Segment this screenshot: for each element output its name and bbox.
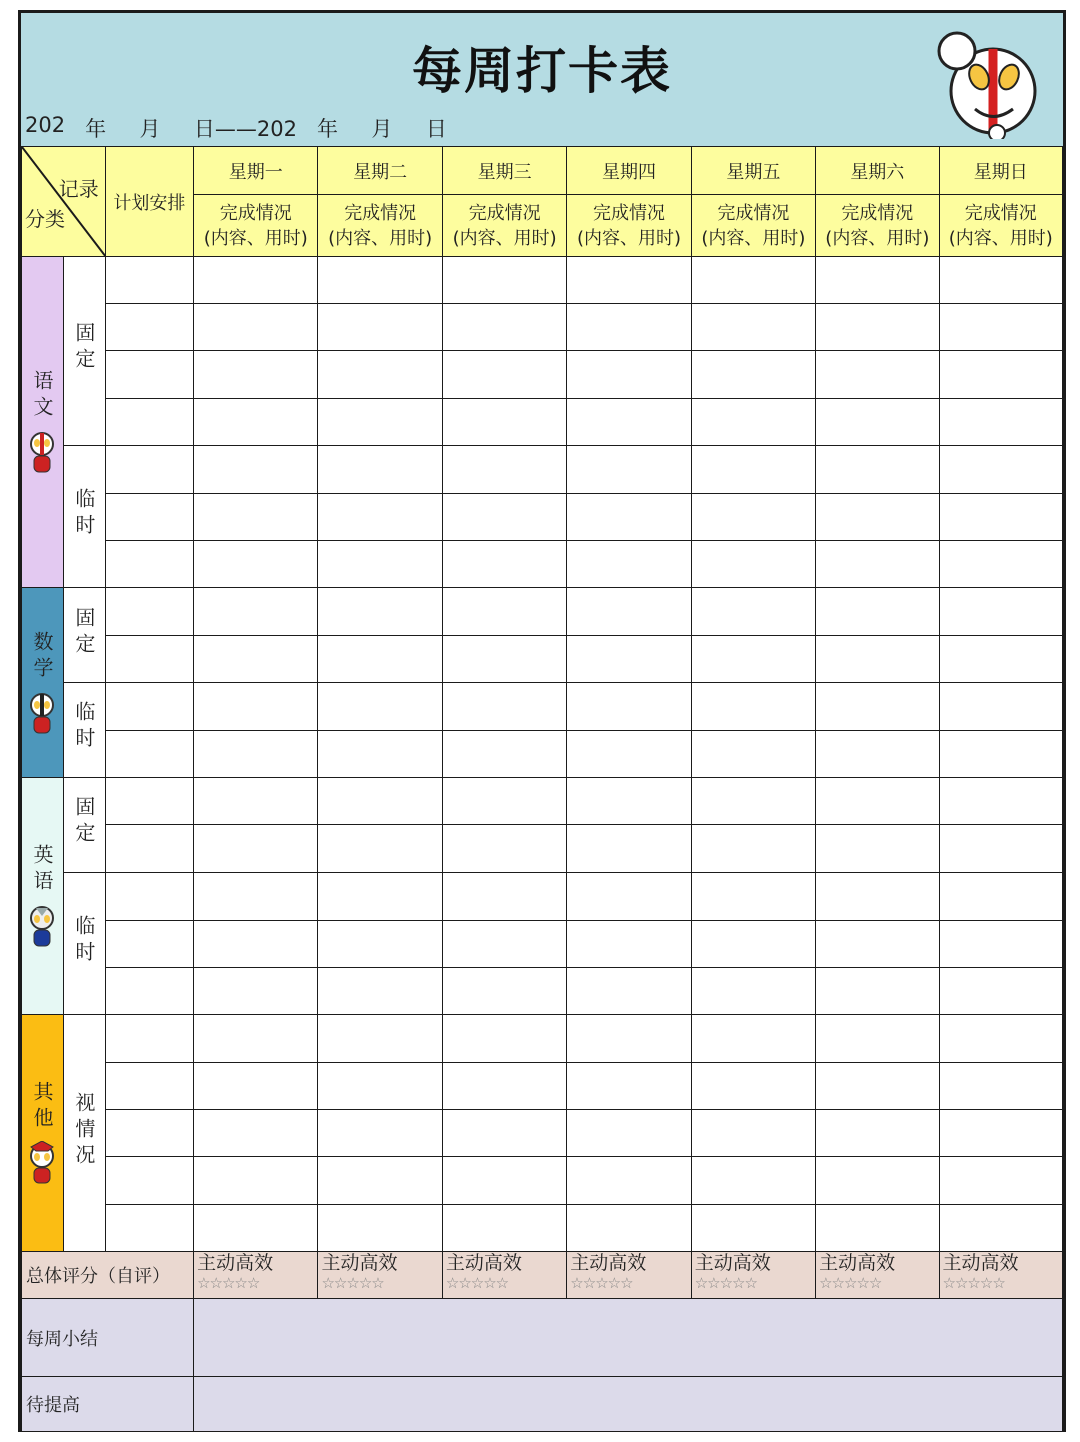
- plan-cell[interactable]: [105, 257, 193, 304]
- record-cell[interactable]: [442, 778, 566, 825]
- plan-cell[interactable]: [105, 682, 193, 730]
- group-label: 临时: [71, 488, 96, 541]
- record-cell[interactable]: [442, 541, 566, 588]
- plan-cell[interactable]: [105, 351, 193, 398]
- completion-detail: (内容、用时): [576, 227, 682, 249]
- record-cell[interactable]: [442, 1109, 566, 1156]
- completion-detail: (内容、用时): [452, 227, 557, 249]
- score-text: 主动高效: [197, 1252, 274, 1275]
- record-cell[interactable]: [939, 920, 1062, 967]
- record-cell[interactable]: [442, 445, 566, 493]
- record-cell[interactable]: [194, 872, 318, 920]
- record-cell[interactable]: [567, 872, 691, 920]
- completion-detail: (内容、用时): [328, 227, 433, 249]
- completion-header-4: [567, 195, 691, 257]
- record-cell[interactable]: [939, 588, 1062, 635]
- score-text: 主动高效: [570, 1252, 647, 1275]
- plan-cell[interactable]: [105, 445, 193, 493]
- record-cell[interactable]: [194, 825, 318, 872]
- rating-stars[interactable]: ☆☆☆☆☆: [321, 1274, 384, 1293]
- group-label-cell: [63, 445, 105, 588]
- day-header-1: 星期一: [194, 147, 318, 195]
- record-cell[interactable]: [691, 304, 815, 351]
- date-day-label-end: 日: [425, 117, 447, 141]
- record-cell[interactable]: [691, 445, 815, 493]
- table-row: [22, 351, 1063, 398]
- record-cell[interactable]: [194, 351, 318, 398]
- record-cell[interactable]: [567, 494, 691, 541]
- rating-stars[interactable]: ☆☆☆☆☆: [694, 1274, 757, 1293]
- record-cell[interactable]: [194, 778, 318, 825]
- score-cell-7[interactable]: [939, 1252, 1062, 1299]
- table-row: [22, 968, 1063, 1015]
- record-cell[interactable]: [194, 445, 318, 493]
- record-cell[interactable]: [318, 304, 442, 351]
- record-cell[interactable]: [318, 588, 442, 635]
- date-year-label-end: 年: [317, 117, 339, 141]
- plan-cell[interactable]: [105, 778, 193, 825]
- rating-stars[interactable]: ☆☆☆☆☆: [197, 1274, 260, 1293]
- record-cell[interactable]: [691, 1204, 815, 1251]
- record-cell[interactable]: [939, 731, 1062, 778]
- mascot-icon: [935, 29, 1045, 139]
- completion-header-2: [318, 195, 442, 257]
- rating-stars[interactable]: ☆☆☆☆☆: [819, 1274, 882, 1293]
- score-cell-4[interactable]: [567, 1252, 691, 1299]
- score-cell-3[interactable]: [442, 1252, 566, 1299]
- record-cell[interactable]: [318, 541, 442, 588]
- group-label: 固定: [71, 606, 96, 659]
- record-cell[interactable]: [318, 635, 442, 682]
- record-cell[interactable]: [567, 731, 691, 778]
- record-cell[interactable]: [939, 682, 1062, 730]
- record-cell[interactable]: [318, 1157, 442, 1204]
- record-cell[interactable]: [567, 920, 691, 967]
- subject-name: 其他: [29, 1081, 54, 1134]
- record-cell[interactable]: [691, 778, 815, 825]
- record-cell[interactable]: [442, 588, 566, 635]
- record-cell[interactable]: [691, 541, 815, 588]
- record-cell[interactable]: [442, 825, 566, 872]
- record-cell[interactable]: [318, 1109, 442, 1156]
- record-cell[interactable]: [567, 778, 691, 825]
- group-label-cell: [63, 1015, 105, 1252]
- record-cell[interactable]: [318, 1204, 442, 1251]
- record-cell[interactable]: [442, 494, 566, 541]
- record-cell[interactable]: [816, 351, 939, 398]
- mascot-icon: [26, 904, 58, 948]
- plan-cell[interactable]: [105, 968, 193, 1015]
- record-cell[interactable]: [194, 257, 318, 304]
- subject-name: 数学: [29, 630, 54, 683]
- record-cell[interactable]: [567, 1062, 691, 1109]
- record-cell[interactable]: [939, 351, 1062, 398]
- record-cell[interactable]: [442, 257, 566, 304]
- plan-cell[interactable]: [105, 1157, 193, 1204]
- record-cell[interactable]: [939, 1109, 1062, 1156]
- subject-name: 英语: [29, 844, 54, 897]
- record-cell[interactable]: [816, 304, 939, 351]
- record-cell[interactable]: [442, 1157, 566, 1204]
- weekly-summary-row: [22, 1299, 1063, 1377]
- table-row: [22, 731, 1063, 778]
- table-row: [22, 1062, 1063, 1109]
- table-row: [22, 445, 1063, 493]
- completion-label: 完成情况: [717, 202, 790, 224]
- record-cell[interactable]: [318, 920, 442, 967]
- mascot-icon: [26, 691, 58, 735]
- record-cell[interactable]: [194, 541, 318, 588]
- record-cell[interactable]: [816, 872, 939, 920]
- record-cell[interactable]: [691, 398, 815, 445]
- table-row: [22, 682, 1063, 730]
- category-label: 分类: [25, 207, 65, 231]
- record-cell[interactable]: [939, 494, 1062, 541]
- record-cell[interactable]: [939, 398, 1062, 445]
- weekly-summary-label: 每周小结: [22, 1299, 194, 1377]
- record-cell[interactable]: [816, 588, 939, 635]
- record-cell[interactable]: [691, 257, 815, 304]
- record-cell[interactable]: [691, 682, 815, 730]
- group-label-cell: [63, 682, 105, 777]
- record-cell[interactable]: [318, 398, 442, 445]
- record-cell[interactable]: [939, 1015, 1062, 1062]
- plan-cell[interactable]: [105, 1204, 193, 1251]
- score-text: 主动高效: [694, 1252, 771, 1275]
- record-cell[interactable]: [691, 825, 815, 872]
- date-range: [25, 113, 447, 143]
- record-cell[interactable]: [442, 635, 566, 682]
- plan-cell[interactable]: [105, 1015, 193, 1062]
- checkin-table: [21, 146, 1063, 1432]
- record-cell[interactable]: [194, 1015, 318, 1062]
- completion-label: 完成情况: [593, 202, 665, 224]
- table-row: [22, 494, 1063, 541]
- record-cell[interactable]: [442, 398, 566, 445]
- score-label: 总体评分（自评）: [22, 1252, 194, 1299]
- header-banner: [21, 13, 1063, 148]
- record-cell[interactable]: [194, 920, 318, 967]
- page-title: 每周打卡表: [412, 42, 672, 100]
- table-row: [22, 1109, 1063, 1156]
- table-row: [22, 872, 1063, 920]
- rating-stars[interactable]: ☆☆☆☆☆: [570, 1274, 633, 1293]
- group-label: 临时: [71, 914, 96, 967]
- record-cell[interactable]: [567, 1109, 691, 1156]
- record-cell[interactable]: [194, 304, 318, 351]
- record-cell[interactable]: [816, 1109, 939, 1156]
- rating-stars[interactable]: ☆☆☆☆☆: [942, 1274, 1005, 1293]
- diagonal-line: [22, 147, 106, 257]
- record-cell[interactable]: [939, 1157, 1062, 1204]
- table-row: [22, 635, 1063, 682]
- completion-label: 完成情况: [964, 202, 1037, 224]
- record-cell[interactable]: [939, 304, 1062, 351]
- record-cell[interactable]: [318, 257, 442, 304]
- table-row: [22, 1157, 1063, 1204]
- plan-cell[interactable]: [105, 398, 193, 445]
- day-header-5: 星期五: [691, 147, 815, 195]
- record-cell[interactable]: [939, 1204, 1062, 1251]
- record-cell[interactable]: [567, 445, 691, 493]
- record-cell[interactable]: [318, 731, 442, 778]
- plan-cell[interactable]: [105, 920, 193, 967]
- record-cell[interactable]: [442, 1062, 566, 1109]
- plan-cell[interactable]: [105, 1062, 193, 1109]
- record-cell[interactable]: [939, 1062, 1062, 1109]
- plan-cell[interactable]: [105, 588, 193, 635]
- date-year-label: 年: [85, 117, 107, 141]
- table-row: [22, 588, 1063, 635]
- completion-label: 完成情况: [841, 202, 914, 224]
- completion-label: 完成情况: [219, 202, 292, 224]
- record-cell[interactable]: [691, 1109, 815, 1156]
- table-row: [22, 1015, 1063, 1062]
- record-cell[interactable]: [567, 257, 691, 304]
- completion-header-3: [442, 195, 566, 257]
- subject-cell-2: [22, 588, 64, 778]
- table-row: [22, 778, 1063, 825]
- record-cell[interactable]: [318, 1062, 442, 1109]
- completion-detail: (内容、用时): [701, 227, 806, 249]
- date-day-to-year: 日——202: [193, 117, 297, 141]
- record-cell[interactable]: [194, 494, 318, 541]
- record-cell[interactable]: [567, 682, 691, 730]
- subject-name: 语文: [29, 370, 54, 423]
- record-cell[interactable]: [194, 1157, 318, 1204]
- record-cell[interactable]: [816, 731, 939, 778]
- record-cell[interactable]: [691, 1015, 815, 1062]
- record-cell[interactable]: [691, 635, 815, 682]
- weekly-summary-field[interactable]: [194, 1299, 1063, 1377]
- record-cell[interactable]: [567, 1157, 691, 1204]
- record-cell[interactable]: [691, 588, 815, 635]
- record-cell[interactable]: [816, 398, 939, 445]
- plan-cell[interactable]: [105, 1109, 193, 1156]
- record-cell[interactable]: [194, 635, 318, 682]
- record-cell[interactable]: [691, 731, 815, 778]
- record-cell[interactable]: [939, 257, 1062, 304]
- day-header-2: 星期二: [318, 147, 442, 195]
- completion-header-7: [939, 195, 1062, 257]
- record-cell[interactable]: [442, 968, 566, 1015]
- day-header-4: 星期四: [567, 147, 691, 195]
- record-cell[interactable]: [318, 494, 442, 541]
- record-cell[interactable]: [816, 445, 939, 493]
- record-cell[interactable]: [318, 825, 442, 872]
- score-text: 主动高效: [321, 1252, 398, 1275]
- table-row: [22, 541, 1063, 588]
- record-cell[interactable]: [816, 257, 939, 304]
- group-label-cell: [63, 257, 105, 446]
- record-cell[interactable]: [816, 1062, 939, 1109]
- record-cell[interactable]: [194, 1062, 318, 1109]
- score-row: [22, 1252, 1063, 1299]
- plan-cell[interactable]: [105, 825, 193, 872]
- plan-header: 计划安排: [105, 147, 193, 257]
- table-row: [22, 920, 1063, 967]
- record-cell[interactable]: [939, 635, 1062, 682]
- record-cell[interactable]: [567, 541, 691, 588]
- date-year-start: 202: [25, 113, 66, 137]
- to-improve-field[interactable]: [194, 1377, 1063, 1432]
- plan-cell[interactable]: [105, 635, 193, 682]
- day-header-7: 星期日: [939, 147, 1062, 195]
- to-improve-label: 待提高: [22, 1377, 194, 1432]
- group-label-cell: [63, 778, 105, 872]
- record-cell[interactable]: [442, 920, 566, 967]
- record-cell[interactable]: [939, 445, 1062, 493]
- record-cell[interactable]: [567, 635, 691, 682]
- record-cell[interactable]: [567, 825, 691, 872]
- record-cell[interactable]: [816, 494, 939, 541]
- record-cell[interactable]: [442, 682, 566, 730]
- record-cell[interactable]: [691, 968, 815, 1015]
- record-cell[interactable]: [318, 968, 442, 1015]
- score-cell-1[interactable]: [194, 1252, 318, 1299]
- record-cell[interactable]: [567, 588, 691, 635]
- record-cell[interactable]: [816, 682, 939, 730]
- table-row: [22, 825, 1063, 872]
- record-label: 记录: [58, 177, 99, 201]
- plan-cell[interactable]: [105, 304, 193, 351]
- mascot-icon: [26, 430, 58, 474]
- record-cell[interactable]: [318, 351, 442, 398]
- completion-label: 完成情况: [468, 202, 541, 224]
- rating-stars[interactable]: ☆☆☆☆☆: [445, 1274, 509, 1293]
- day-header-3: 星期三: [442, 147, 566, 195]
- table-row: [22, 398, 1063, 445]
- record-cell[interactable]: [318, 872, 442, 920]
- record-cell[interactable]: [816, 825, 939, 872]
- score-text: 主动高效: [942, 1252, 1019, 1275]
- record-cell[interactable]: [939, 825, 1062, 872]
- record-cell[interactable]: [194, 1109, 318, 1156]
- table-row: [22, 1204, 1063, 1251]
- score-cell-2[interactable]: [318, 1252, 442, 1299]
- record-cell[interactable]: [442, 1015, 566, 1062]
- record-cell[interactable]: [194, 588, 318, 635]
- record-cell[interactable]: [567, 351, 691, 398]
- score-text: 主动高效: [445, 1252, 522, 1275]
- day-header-row: [22, 147, 1063, 195]
- completion-header-5: [691, 195, 815, 257]
- group-label-cell: [63, 588, 105, 682]
- record-cell[interactable]: [318, 682, 442, 730]
- mascot-icon: [26, 1141, 58, 1185]
- record-cell[interactable]: [442, 731, 566, 778]
- date-month-label: 月: [139, 117, 161, 141]
- record-cell[interactable]: [567, 1204, 691, 1251]
- subject-cell-3: [22, 778, 64, 1015]
- record-cell[interactable]: [691, 920, 815, 967]
- record-cell[interactable]: [939, 968, 1062, 1015]
- group-label: 临时: [71, 701, 96, 754]
- record-cell[interactable]: [816, 778, 939, 825]
- record-cell[interactable]: [194, 968, 318, 1015]
- plan-cell[interactable]: [105, 494, 193, 541]
- record-cell[interactable]: [691, 872, 815, 920]
- completion-detail: (内容、用时): [203, 227, 308, 249]
- record-cell[interactable]: [816, 541, 939, 588]
- record-cell[interactable]: [442, 1204, 566, 1251]
- record-cell[interactable]: [567, 398, 691, 445]
- record-cell[interactable]: [816, 920, 939, 967]
- completion-header-6: [816, 195, 939, 257]
- completion-detail: (内容、用时): [825, 227, 930, 249]
- plan-cell[interactable]: [105, 541, 193, 588]
- completion-label: 完成情况: [344, 202, 417, 224]
- record-cell[interactable]: [691, 1157, 815, 1204]
- record-cell[interactable]: [194, 731, 318, 778]
- record-cell[interactable]: [816, 635, 939, 682]
- date-month-label-end: 月: [371, 117, 393, 141]
- group-label: 固定: [71, 322, 96, 375]
- score-cell-6[interactable]: [816, 1252, 939, 1299]
- record-cell[interactable]: [442, 872, 566, 920]
- group-label: 固定: [71, 796, 96, 849]
- record-cell[interactable]: [442, 351, 566, 398]
- record-cell[interactable]: [318, 778, 442, 825]
- plan-cell[interactable]: [105, 872, 193, 920]
- category-record-corner: [22, 147, 106, 257]
- score-text: 主动高效: [819, 1252, 896, 1275]
- day-header-6: 星期六: [816, 147, 939, 195]
- record-cell[interactable]: [194, 682, 318, 730]
- record-cell[interactable]: [816, 968, 939, 1015]
- record-cell[interactable]: [691, 494, 815, 541]
- group-label: 视情况: [71, 1091, 96, 1170]
- record-cell[interactable]: [318, 445, 442, 493]
- weekly-checkin-sheet: [18, 10, 1066, 1432]
- record-cell[interactable]: [567, 968, 691, 1015]
- completion-header-1: [194, 195, 318, 257]
- subject-cell-1: [22, 257, 64, 588]
- table-row: [22, 304, 1063, 351]
- record-cell[interactable]: [194, 1204, 318, 1251]
- completion-detail: (内容、用时): [948, 227, 1053, 249]
- record-cell[interactable]: [691, 351, 815, 398]
- plan-cell[interactable]: [105, 731, 193, 778]
- group-label-cell: [63, 872, 105, 1015]
- record-cell[interactable]: [691, 1062, 815, 1109]
- record-cell[interactable]: [816, 1204, 939, 1251]
- record-cell[interactable]: [939, 541, 1062, 588]
- to-improve-row: [22, 1377, 1063, 1432]
- record-cell[interactable]: [442, 304, 566, 351]
- record-cell[interactable]: [318, 1015, 442, 1062]
- record-cell[interactable]: [816, 1015, 939, 1062]
- record-cell[interactable]: [567, 1015, 691, 1062]
- subject-cell-4: [22, 1015, 64, 1252]
- record-cell[interactable]: [816, 1157, 939, 1204]
- record-cell[interactable]: [567, 304, 691, 351]
- table-row: [22, 257, 1063, 304]
- record-cell[interactable]: [939, 778, 1062, 825]
- score-cell-5[interactable]: [691, 1252, 815, 1299]
- record-cell[interactable]: [194, 398, 318, 445]
- record-cell[interactable]: [939, 872, 1062, 920]
